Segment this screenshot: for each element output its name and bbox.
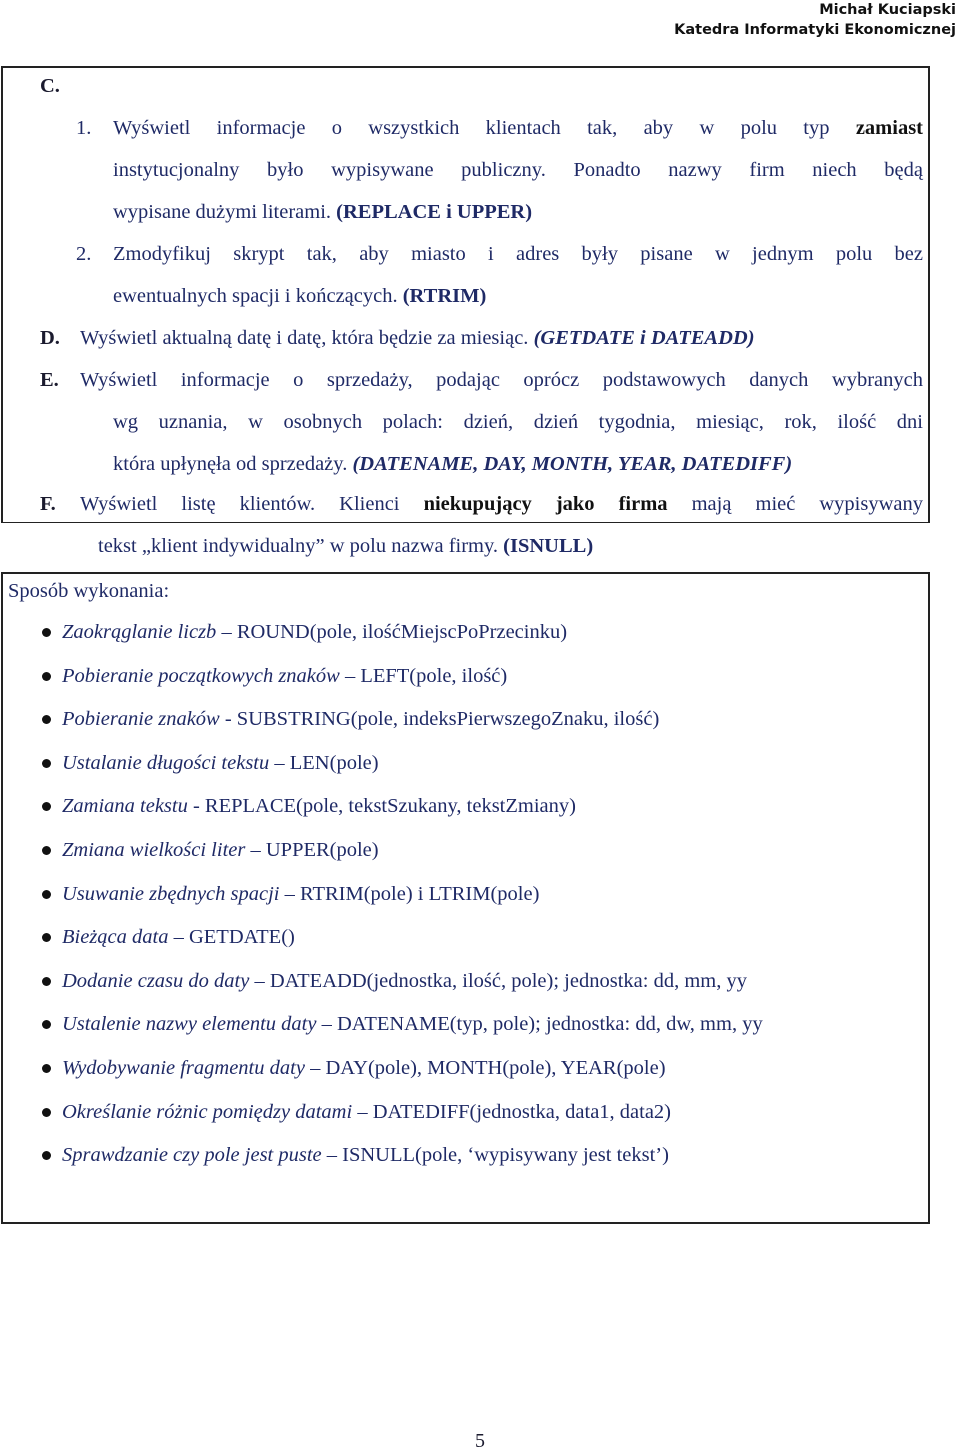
bullet-icon [42,1020,51,1029]
task-c1-bold: zamiast [855,117,924,139]
method-item-separator: – [339,665,361,687]
method-item-label: Zaokrąglanie liczb [62,621,217,643]
bullet-icon [42,802,51,811]
method-item-label: Ustalenie nazwy elementu daty [62,1013,317,1035]
task-d-text: Wyświetl aktualną datę i datę, która będzie za miesiąc. [80,327,529,349]
method-item-label: Określanie różnic pomiędzy datami [62,1101,353,1123]
method-title: Sposób wykonania: [8,580,170,602]
task-d-functions: (GETDATE i DATEADD) [533,327,755,349]
task-f-line-1 [80,491,923,517]
task-c1-line-3 [113,199,532,225]
bullet-icon [42,846,51,855]
method-item-text [62,619,567,645]
task-c1-text-3: wypisane dużymi literami. [113,201,332,223]
method-item-label: Zmiana wielkości liter [62,839,246,861]
task-f-text-1b: mają mieć wypisywany [691,493,924,515]
method-item-function: LEN(pole) [289,752,379,774]
task-c1-line-2: instytucjonalny było wypisywane publiczny. Ponadto nazwy firm niech będą [113,159,923,181]
department-name: Katedra Informatyki Ekonomicznej [674,22,956,38]
method-item-text [62,837,379,863]
task-c2-line-2 [113,283,486,309]
method-item-function: RTRIM(pole) i LTRIM(pole) [300,883,540,905]
task-f-label: F. [40,493,56,515]
method-item-separator: – [304,1057,326,1079]
task-c-label: C. [40,75,60,97]
method-item-function: SUBSTRING(pole, indeksPierwszegoZnaku, ilość) [236,708,660,730]
method-item-text [62,793,576,819]
method-item-function: REPLACE(pole, tekstSzukany, tekstZmiany) [204,795,576,817]
task-f-line-2 [98,533,593,559]
method-item-label: Ustalanie długości tekstu [62,752,270,774]
method-item-function: DATENAME(typ, pole); jednostka: dd, dw, mm, yy [336,1013,763,1035]
method-item-function: ISNULL(pole, ‘wypisywany jest tekst’) [342,1144,669,1166]
page-number: 5 [475,1430,485,1452]
bullet-icon [42,628,51,637]
task-d-line [80,325,755,351]
method-item-function: DATEADD(jednostka, ilość, pole); jednostka: dd, mm, yy [269,970,747,992]
bullet-icon [42,715,51,724]
method-item-function: DAY(pole), MONTH(pole), YEAR(pole) [325,1057,666,1079]
method-item-text [62,1055,666,1081]
method-item-function: ROUND(pole, ilośćMiejscPoPrzecinku) [236,621,568,643]
method-item-function: DATEDIFF(jednostka, data1, data2) [372,1101,672,1123]
bullet-icon [42,1108,51,1117]
method-item-text [62,881,539,907]
method-item-label: Pobieranie początkowych znaków [62,665,340,687]
page-header [674,0,956,40]
method-item-label: Bieżąca data [62,926,169,948]
method-item-text [62,1011,763,1037]
author-name: Michał Kuciapski [819,2,956,18]
method-item-label: Usuwanie zbędnych spacji [62,883,280,905]
task-c2-functions: (RTRIM) [402,285,487,307]
method-item-label: Zamiana tekstu [62,795,188,817]
task-f-text-2: tekst „klient indywidualny” w polu nazwa firmy. [98,535,499,557]
method-item-text [62,750,379,776]
task-e-line-2: wg uznania, w osobnych polach: dzień, dzień tygodnia, miesiąc, rok, ilość dni [113,411,923,433]
method-item-text [62,924,295,950]
bullet-icon [42,977,51,986]
method-item-separator: – [216,621,237,643]
task-c2-number: 2. [76,243,92,265]
task-e-line-3 [113,451,792,477]
method-item-separator: – [269,752,290,774]
task-c2-text-2: ewentualnych spacji i kończących. [113,285,398,307]
task-e-functions: (DATENAME, DAY, MONTH, YEAR, DATEDIFF) [352,453,793,475]
task-c1-number: 1. [76,117,92,139]
task-f-bold: niekupujący jako firma [423,493,668,515]
method-item-text [62,663,507,689]
method-item-separator: - [187,795,205,817]
task-f-text-1: Wyświetl listę klientów. Klienci [80,493,400,515]
method-item-separator: – [279,883,300,905]
method-item-separator: – [245,839,266,861]
method-item-separator: – [321,1144,343,1166]
method-item-function: UPPER(pole) [265,839,379,861]
method-item-text [62,706,659,732]
method-item-separator: - [219,708,237,730]
method-item-label: Wydobywanie fragmentu daty [62,1057,305,1079]
task-c2-line-1: Zmodyfikuj skrypt tak, aby miasto i adres były pisane w jednym polu bez [113,243,923,265]
task-c1-functions: (REPLACE i UPPER) [336,201,533,223]
method-item-separator: – [249,970,270,992]
method-item-separator: – [168,926,189,948]
method-item-label: Sprawdzanie czy pole jest puste [62,1144,322,1166]
bullet-icon [42,759,51,768]
method-item-separator: – [316,1013,337,1035]
method-item-text [62,968,747,994]
method-item-text [62,1099,671,1125]
method-item-separator: – [352,1101,373,1123]
method-item-label: Dodanie czasu do daty [62,970,250,992]
bullet-icon [42,1151,51,1160]
task-e-text-3: która upłynęła od sprzedaży. [113,453,348,475]
task-e-label: E. [40,369,59,391]
bullet-icon [42,1064,51,1073]
task-d-label: D. [40,327,60,349]
bullet-icon [42,933,51,942]
method-item-label: Pobieranie znaków [62,708,220,730]
bullet-icon [42,672,51,681]
method-item-function: GETDATE() [188,926,295,948]
method-item-text [62,1142,669,1168]
method-item-function: LEFT(pole, ilość) [360,665,508,687]
task-c1-text-1: Wyświetl informacje o wszystkich klientach tak, aby w polu typ [113,117,830,139]
task-f-functions: (ISNULL) [503,535,594,557]
task-e-line-1: Wyświetl informacje o sprzedaży, podając oprócz podstawowych danych wybranych [80,369,923,391]
bullet-icon [42,890,51,899]
task-c1-line-1 [113,115,923,141]
